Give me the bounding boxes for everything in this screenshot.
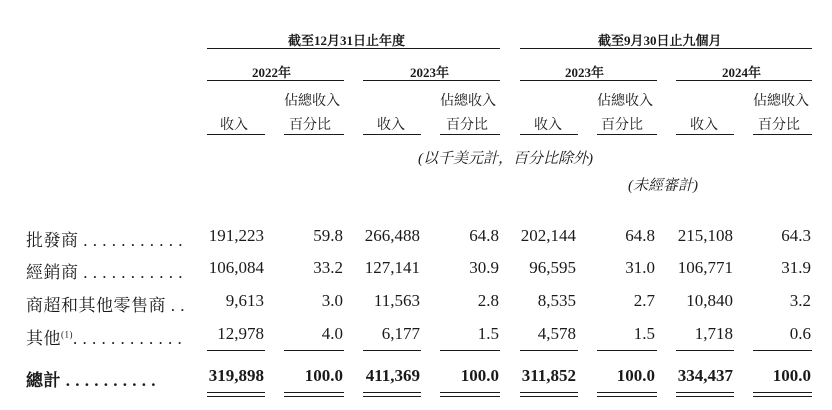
year-header-2023-9m: 2023年 (565, 65, 605, 80)
leader-dots: . . . . . . . . . . . (78, 263, 183, 282)
total-label (26, 366, 156, 391)
table-cell: 9,613 (225, 291, 264, 310)
col-rule (363, 134, 421, 135)
col-pct-header: 佔總收入 (753, 94, 809, 109)
year-rule (520, 80, 657, 81)
total-double-rule (440, 392, 500, 393)
col-pct-header: 佔總收入 (440, 94, 496, 109)
unit-note: (以千美元計，百分比除外) (418, 151, 593, 167)
subtotal-rule (207, 350, 265, 351)
total-cell: 100.0 (616, 366, 655, 385)
total-double-rule (676, 396, 734, 397)
table-cell: 33.2 (313, 258, 343, 277)
row-label-text: 批發商 (26, 231, 79, 250)
col-rule (284, 134, 344, 135)
table-cell: 59.8 (313, 226, 343, 245)
col-revenue-header: 收入 (690, 118, 718, 133)
year-header-2022: 2022年 (252, 65, 292, 80)
col-rule (440, 134, 500, 135)
table-cell: 64.8 (469, 226, 499, 245)
year-rule (207, 80, 344, 81)
table-cell: 191,223 (208, 226, 264, 245)
col-pct-header: 百分比 (758, 118, 800, 133)
table-cell: 1.5 (633, 324, 655, 343)
col-rule (597, 134, 657, 135)
total-double-rule (363, 396, 421, 397)
total-double-rule (284, 396, 344, 397)
col-rule (207, 134, 265, 135)
leader-dots: . . (166, 296, 185, 315)
row-label-text: 商超和其他零售商 (26, 296, 166, 315)
total-double-rule (753, 392, 812, 393)
table-cell: 12,978 (217, 324, 264, 343)
table-cell: 202,144 (520, 226, 576, 245)
col-pct-header: 百分比 (446, 118, 488, 133)
leader-dots: . . . . . . . . . . . (78, 231, 183, 250)
col-rule (753, 134, 812, 135)
total-double-rule (207, 392, 265, 393)
year-header-2024-9m: 2024年 (722, 65, 762, 80)
table-cell: 3.0 (321, 291, 343, 310)
table-cell: 215,108 (677, 226, 733, 245)
col-pct-header: 百分比 (601, 118, 643, 133)
total-double-rule (676, 392, 734, 393)
table-cell: 11,563 (373, 291, 420, 310)
total-cell: 319,898 (208, 366, 264, 385)
col-pct-header: 佔總收入 (284, 94, 340, 109)
table-cell: 31.0 (625, 258, 655, 277)
table-cell: 127,141 (364, 258, 420, 277)
table-cell: 30.9 (469, 258, 499, 277)
total-label-text: 總計 (26, 371, 61, 390)
total-cell: 334,437 (677, 366, 733, 385)
col-pct-header: 百分比 (289, 118, 331, 133)
total-double-rule (363, 392, 421, 393)
table-cell: 64.3 (781, 226, 811, 245)
table-cell: 8,535 (537, 291, 576, 310)
leader-dots: . . . . . . . . . . . . (73, 329, 183, 348)
year-rule (676, 80, 812, 81)
year-rule (363, 80, 500, 81)
total-double-rule (597, 392, 657, 393)
row-label (26, 258, 183, 283)
total-double-rule (520, 396, 578, 397)
table-cell: 1.5 (477, 324, 499, 343)
row-label (26, 291, 185, 316)
table-cell: 0.6 (789, 324, 811, 343)
col-rule (520, 134, 578, 135)
col-revenue-header: 收入 (220, 118, 248, 133)
table-cell: 1,718 (694, 324, 733, 343)
subtotal-rule (440, 350, 500, 351)
subtotal-rule (597, 350, 657, 351)
total-cell: 100.0 (772, 366, 811, 385)
subtotal-rule (676, 350, 734, 351)
row-label (26, 324, 182, 349)
subtotal-rule (363, 350, 421, 351)
total-double-rule (520, 392, 578, 393)
subtotal-rule (753, 350, 812, 351)
total-cell: 100.0 (304, 366, 343, 385)
col-revenue-header: 收入 (377, 118, 405, 133)
col-revenue-header: 收入 (534, 118, 562, 133)
footnote-marker: (1) (61, 329, 73, 340)
table-cell: 6,177 (381, 324, 420, 343)
total-double-rule (440, 396, 500, 397)
table-cell: 2.7 (633, 291, 655, 310)
leader-dots: . . . . . . . . . . (61, 371, 156, 390)
table-cell: 106,084 (208, 258, 264, 277)
table-cell: 96,595 (529, 258, 576, 277)
col-pct-header: 佔總收入 (597, 94, 653, 109)
header-group-year-end: 截至12月31日止年度 (288, 33, 406, 48)
unaudited-note: (未經審計) (628, 178, 698, 194)
total-cell: 311,852 (521, 366, 576, 385)
subtotal-rule (284, 350, 344, 351)
table-cell: 10,840 (686, 291, 733, 310)
total-cell: 100.0 (460, 366, 499, 385)
year-header-2023-fy: 2023年 (410, 65, 450, 80)
table-cell: 4,578 (537, 324, 576, 343)
row-label-text: 經銷商 (26, 263, 79, 282)
table-cell: 266,488 (364, 226, 420, 245)
table-cell: 64.8 (625, 226, 655, 245)
header-rule (520, 48, 812, 49)
header-rule (207, 48, 500, 49)
table-cell: 4.0 (321, 324, 343, 343)
table-cell: 31.9 (781, 258, 811, 277)
table-cell: 3.2 (789, 291, 811, 310)
table-cell: 2.8 (477, 291, 499, 310)
header-group-nine-months: 截至9月30日止九個月 (598, 33, 722, 48)
col-rule (676, 134, 734, 135)
row-label-text: 其他 (26, 329, 61, 348)
total-double-rule (753, 396, 812, 397)
total-double-rule (207, 396, 265, 397)
total-double-rule (597, 396, 657, 397)
row-label (26, 226, 183, 251)
table-cell: 106,771 (677, 258, 733, 277)
total-cell: 411,369 (365, 366, 420, 385)
subtotal-rule (520, 350, 578, 351)
total-double-rule (284, 392, 344, 393)
